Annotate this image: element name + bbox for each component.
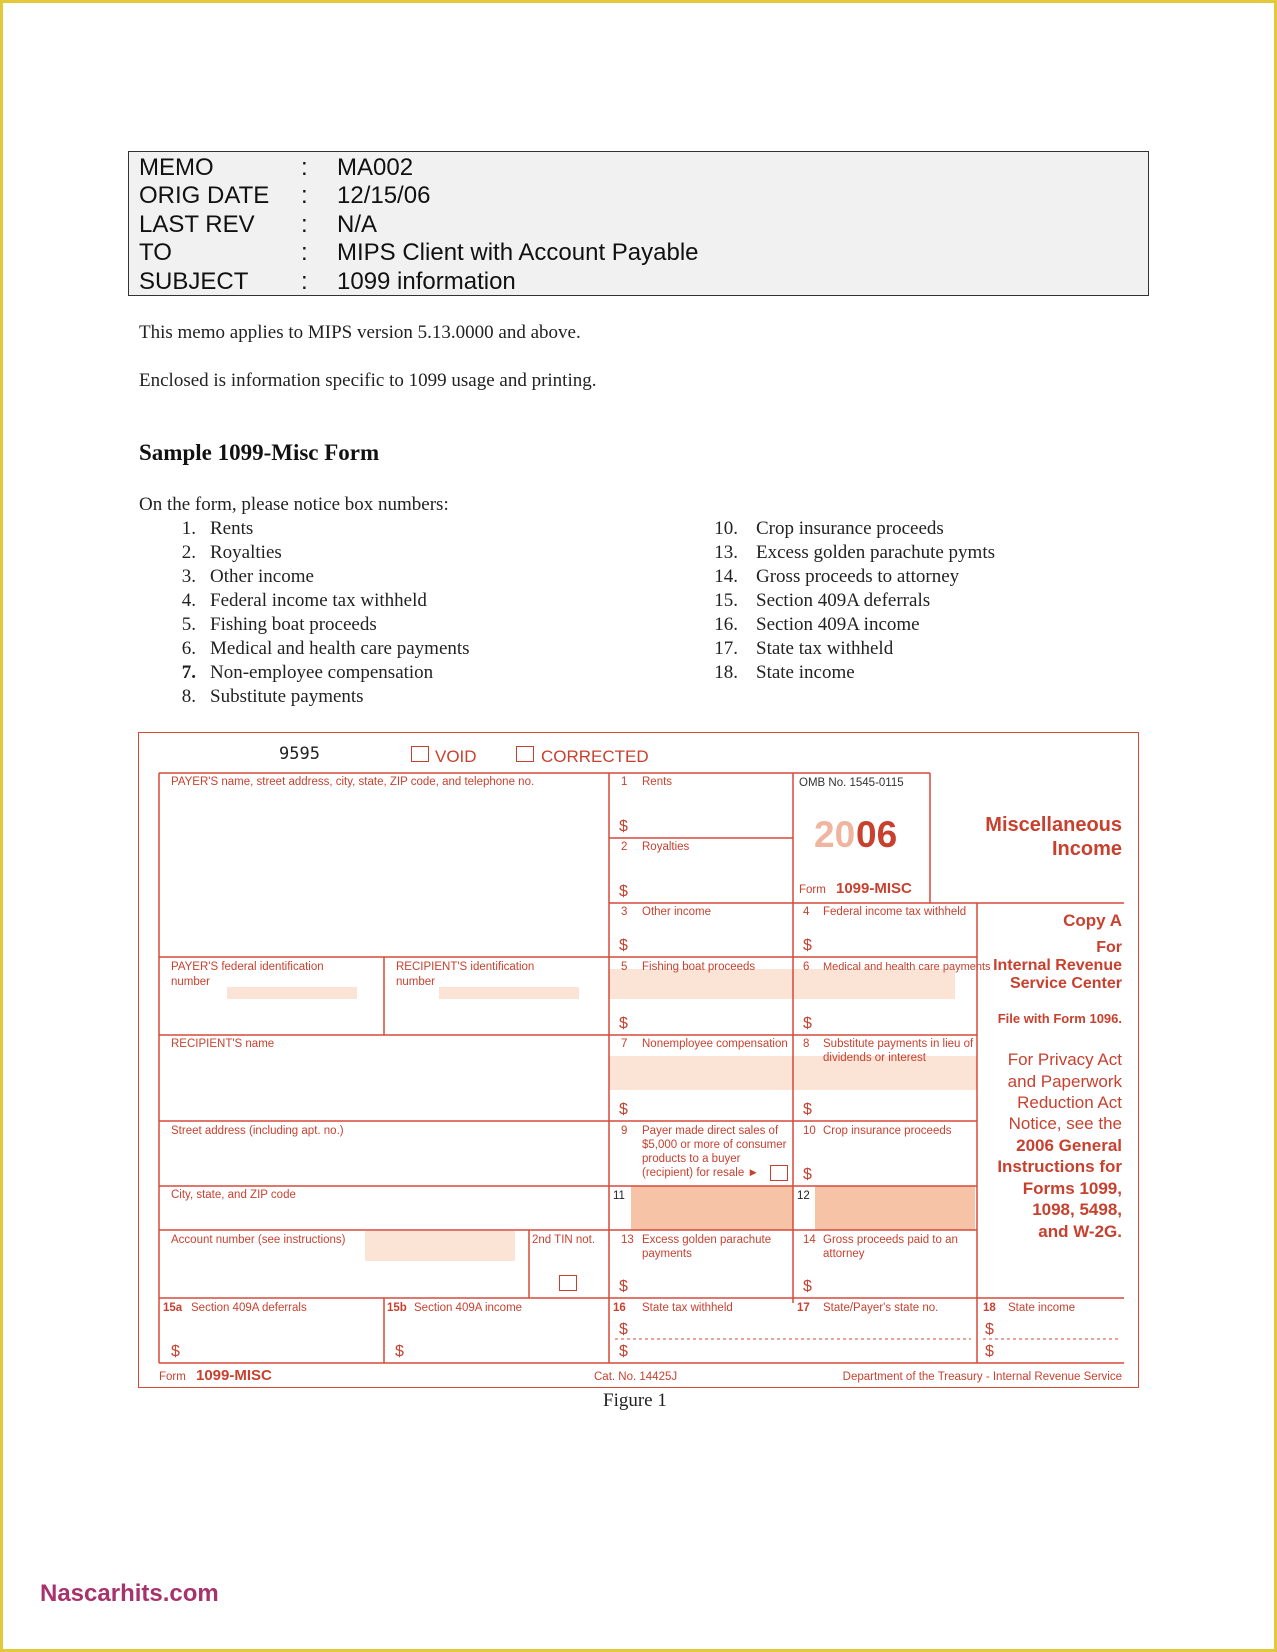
memo-key: ORIG DATE — [139, 182, 270, 209]
box5-number: 5 — [621, 961, 628, 973]
memo-value: N/A — [337, 211, 378, 238]
cat-no: Cat. No. 14425J — [594, 1371, 678, 1383]
figure-caption: Figure 1 — [603, 1390, 667, 1411]
list-text: Crop insurance proceeds — [756, 518, 944, 539]
box1-number: 1 — [621, 776, 628, 788]
year-light: 20 — [814, 814, 856, 855]
memo-key: MEMO — [139, 154, 214, 181]
box3-number: 3 — [621, 906, 628, 918]
list-text: State tax withheld — [756, 638, 894, 659]
box16-dollar-2: $ — [619, 1343, 628, 1360]
box14-number: 14 — [803, 1234, 816, 1246]
list-number: 18. — [714, 662, 738, 683]
memo-colon: : — [301, 154, 308, 181]
privacy-line3: Reduction Act — [1017, 1093, 1122, 1112]
memo-colon: : — [301, 211, 308, 238]
list-text: Medical and health care payments — [210, 638, 470, 659]
box3-label: Other income — [642, 906, 712, 918]
box13-dollar: $ — [619, 1278, 628, 1295]
list-text: Royalties — [210, 542, 282, 563]
list-number: 1. — [181, 518, 196, 539]
box7-number: 7 — [621, 1038, 628, 1050]
recipient-id-label2: number — [396, 976, 435, 988]
irs-line1: Internal Revenue — [993, 957, 1122, 974]
box14-label: Gross proceeds paid to an attorney — [823, 1234, 958, 1260]
list-text: Excess golden parachute pymts — [756, 542, 996, 563]
instructions-line2: Instructions for — [997, 1157, 1122, 1176]
memo-value: 12/15/06 — [337, 182, 431, 209]
list-number: 8. — [181, 686, 196, 707]
box5-label: Fishing boat proceeds — [642, 961, 756, 973]
instructions-line3: Forms 1099, — [1022, 1179, 1122, 1198]
box4-label: Federal income tax withheld — [823, 906, 967, 918]
list-number: 13. — [714, 542, 738, 563]
street-label: Street address (including apt. no.) — [171, 1125, 344, 1137]
list-text: Section 409A deferrals — [756, 590, 931, 611]
privacy-line2: and Paperwork — [1007, 1072, 1122, 1091]
box2-label: Royalties — [642, 841, 690, 853]
box10-label: Crop insurance proceeds — [823, 1125, 952, 1137]
box14-dollar: $ — [803, 1278, 812, 1295]
box18-dollar-1: $ — [985, 1321, 994, 1338]
memo-colon: : — [301, 182, 308, 209]
list-number: 16. — [714, 614, 738, 635]
list-number: 2. — [181, 542, 196, 563]
memo-value: MIPS Client with Account Payable — [337, 239, 699, 266]
memo-value: MA002 — [337, 154, 414, 181]
memo-key: SUBJECT — [139, 268, 249, 295]
list-text: State income — [756, 662, 855, 683]
list-text: Fishing boat proceeds — [210, 614, 377, 635]
second-tin-label: 2nd TIN not. — [532, 1234, 596, 1246]
department: Department of the Treasury - Internal Revenue Service — [842, 1371, 1122, 1383]
box15a-label: Section 409A deferrals — [191, 1302, 307, 1314]
irs-line2: Service Center — [1009, 975, 1122, 992]
title-line1: Miscellaneous — [985, 814, 1122, 836]
second-tin-checkbox[interactable] — [559, 1275, 577, 1291]
box4-number: 4 — [803, 906, 810, 918]
footer-form-name: 1099-MISC — [196, 1367, 272, 1384]
list-number: 3. — [181, 566, 196, 587]
memo-key: TO — [139, 239, 172, 266]
form-name: 1099-MISC — [836, 880, 912, 897]
box6-label: Medical and health care payments — [823, 961, 991, 973]
list-number: 15. — [714, 590, 738, 611]
list-number: 4. — [181, 590, 196, 611]
city-label: City, state, and ZIP code — [171, 1189, 296, 1201]
account-label: Account number (see instructions) — [171, 1234, 346, 1246]
box15a-number: 15a — [163, 1302, 183, 1314]
list-number: 6. — [181, 638, 196, 659]
privacy-line1: For Privacy Act — [1007, 1050, 1122, 1069]
payer-name-label: PAYER'S name, street address, city, state, ZIP code, and telephone no. — [171, 776, 535, 788]
box8-number: 8 — [803, 1038, 810, 1050]
box4-dollar: $ — [803, 937, 812, 954]
section-heading: Sample 1099-Misc Form — [139, 440, 380, 465]
box11-number: 11 — [613, 1190, 625, 1202]
box16-label: State tax withheld — [642, 1302, 733, 1314]
list-text: Gross proceeds to attorney — [756, 566, 960, 587]
box15b-number: 15b — [387, 1302, 407, 1314]
box7-label: Nonemployee compensation — [642, 1038, 788, 1050]
list-text: Section 409A income — [756, 614, 920, 635]
list-text: Federal income tax withheld — [210, 590, 427, 611]
box9-label: Payer made direct sales of $5,000 or more of consumer products to a buyer (recipient) for resale ► — [642, 1125, 787, 1179]
payer-fed-id-label2: number — [171, 976, 210, 988]
box8-dollar: $ — [803, 1101, 812, 1118]
corrected-checkbox[interactable] — [516, 746, 534, 762]
recipient-id-label: RECIPIENT'S identification — [396, 961, 535, 973]
list-number: 14. — [714, 566, 738, 587]
box16-dollar-1: $ — [619, 1321, 628, 1338]
payer-fed-id-label: PAYER'S federal identification — [171, 961, 324, 973]
instructions-line4: 1098, 5498, — [1032, 1200, 1122, 1219]
memo-colon: : — [301, 239, 308, 266]
omb-number: OMB No. 1545-0115 — [799, 777, 904, 789]
box1-dollar: $ — [619, 818, 628, 835]
box3-dollar: $ — [619, 937, 628, 954]
instructions-line1: 2006 General — [1016, 1136, 1122, 1155]
box5-dollar: $ — [619, 1015, 628, 1032]
list-text: Substitute payments — [210, 686, 364, 707]
box16-number: 16 — [613, 1302, 626, 1314]
privacy-line4: Notice, see the — [1008, 1114, 1122, 1133]
box10-number: 10 — [803, 1125, 816, 1137]
memo-key: LAST REV — [139, 211, 255, 238]
form-1099-misc — [138, 732, 1139, 1388]
intro-version: This memo applies to MIPS version 5.13.0000 and above. — [139, 322, 581, 343]
void-label: VOID — [435, 747, 477, 766]
box6-dollar: $ — [803, 1015, 812, 1032]
box9-checkbox[interactable] — [770, 1165, 788, 1181]
copy-a: Copy A — [1063, 911, 1122, 930]
box18-label: State income — [1008, 1302, 1076, 1314]
box15b-dollar: $ — [395, 1343, 404, 1360]
list-text: Other income — [210, 566, 314, 587]
box12-number: 12 — [797, 1190, 810, 1202]
corrected-label: CORRECTED — [541, 747, 649, 766]
watermark: Nascarhits.com — [40, 1580, 219, 1607]
box7-dollar: $ — [619, 1101, 628, 1118]
title-line2: Income — [1051, 838, 1122, 860]
box2-number: 2 — [621, 841, 628, 853]
box8-label: Substitute payments in lieu of dividends or interest — [823, 1038, 974, 1064]
section-lead: On the form, please notice box numbers: — [139, 494, 449, 515]
form-code: 9595 — [279, 744, 320, 764]
box13-number: 13 — [621, 1234, 634, 1246]
memo-header — [128, 151, 1149, 296]
list-number: 7. — [181, 662, 196, 683]
box13-label: Excess golden parachute payments — [642, 1234, 772, 1260]
box2-dollar: $ — [619, 883, 628, 900]
list-text: Non-employee compensation — [210, 662, 434, 683]
box17-number: 17 — [797, 1302, 810, 1314]
box18-dollar-2: $ — [985, 1343, 994, 1360]
memo-colon: : — [301, 268, 308, 295]
file-with: File with Form 1096. — [997, 1011, 1122, 1026]
box6-number: 6 — [803, 961, 810, 973]
box18-number: 18 — [983, 1302, 996, 1314]
list-number: 5. — [181, 614, 196, 635]
box10-dollar: $ — [803, 1166, 812, 1183]
recipient-name-label: RECIPIENT'S name — [171, 1038, 275, 1050]
list-text: Rents — [210, 518, 254, 539]
instructions-line5: and W-2G. — [1038, 1222, 1122, 1241]
box9-number: 9 — [621, 1125, 628, 1137]
copy-for: For — [1096, 939, 1122, 956]
year-bold: 06 — [856, 814, 898, 855]
box15a-dollar: $ — [171, 1343, 180, 1360]
footer-form-word: Form — [159, 1371, 186, 1383]
list-number: 10. — [714, 518, 738, 539]
box17-label: State/Payer's state no. — [823, 1302, 939, 1314]
void-checkbox[interactable] — [411, 746, 429, 762]
form-word: Form — [799, 884, 826, 896]
memo-value: 1099 information — [337, 268, 516, 295]
box1-label: Rents — [642, 776, 673, 788]
intro-enclosed: Enclosed is information specific to 1099 usage and printing. — [139, 370, 597, 391]
box15b-label: Section 409A income — [414, 1302, 523, 1314]
list-number: 17. — [714, 638, 738, 659]
